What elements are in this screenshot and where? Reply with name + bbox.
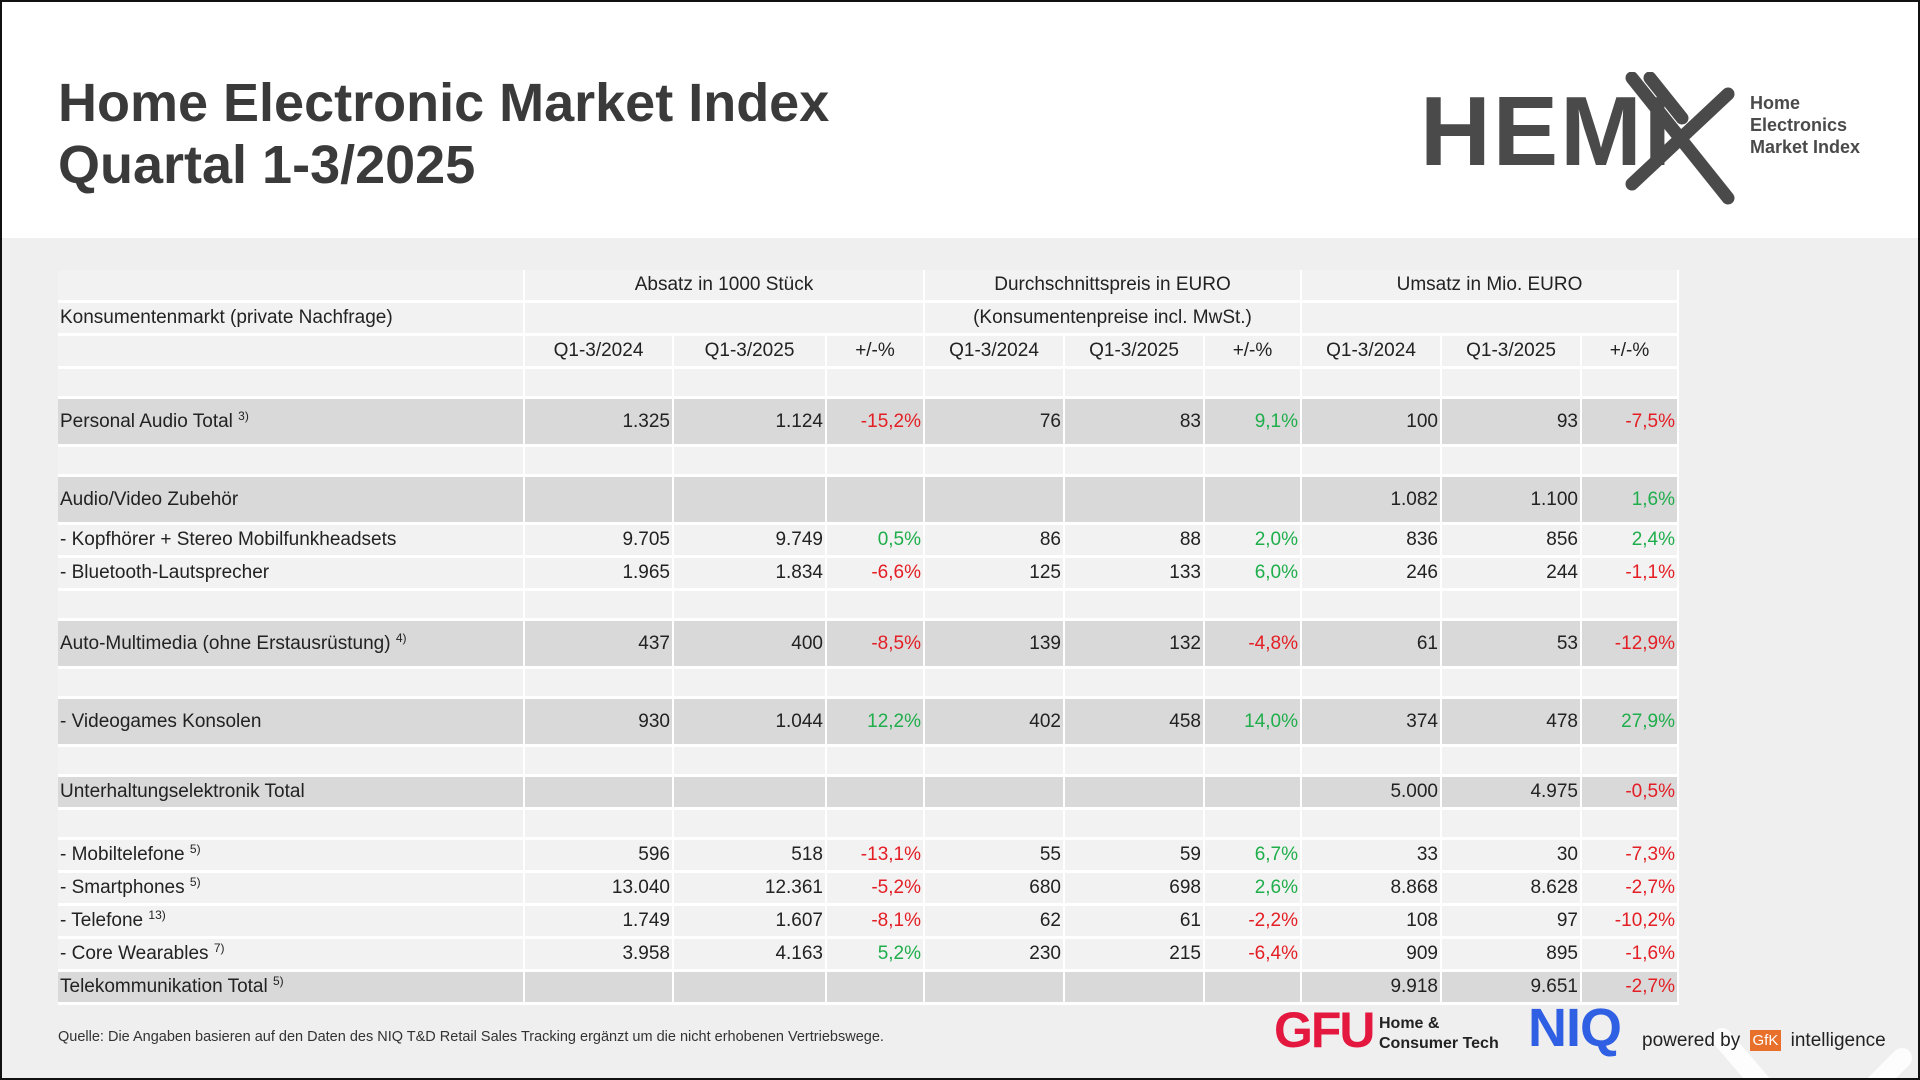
blank-cell [673,590,826,620]
column-header: Q1-3/2025 [673,335,826,368]
value-cell: 13.040 [524,872,673,905]
blank-cell [1064,809,1204,839]
source-note: Quelle: Die Angaben basieren auf den Daten des NIQ T&D Retail Sales Tracking ergänzt um die nicht erhobenen Vertriebswege. [58,1029,884,1045]
value-cell: 108 [1301,905,1441,938]
blank-cell [1204,590,1301,620]
value-cell: 139 [924,620,1064,668]
change-cell: 14,0% [1204,698,1301,746]
value-cell: 1.607 [673,905,826,938]
value-cell: 133 [1064,557,1204,590]
value-cell: 930 [524,698,673,746]
value-cell: 4.163 [673,938,826,971]
value-cell: 215 [1064,938,1204,971]
row-label [58,524,524,557]
blank-cell [1441,668,1581,698]
value-cell: 895 [1441,938,1581,971]
change-cell: 2,4% [1581,524,1678,557]
value-cell: 5.000 [1301,776,1441,809]
row-header-market: Konsumentenmarkt (private Nachfrage) [58,302,524,335]
value-cell [524,971,673,1004]
value-cell: 400 [673,620,826,668]
logo-sub-3: Market Index [1750,137,1861,157]
value-cell: 55 [924,839,1064,872]
table-row [58,905,1678,938]
change-cell: -0,5% [1581,776,1678,809]
row-label [58,698,524,746]
table-row [58,524,1678,557]
value-cell: 246 [1301,557,1441,590]
value-cell: 374 [1301,698,1441,746]
value-cell: 1.100 [1441,476,1581,524]
title-line-1: Home Electronic Market Index [58,73,830,133]
blank-cell [826,368,924,398]
change-cell: -10,2% [1581,905,1678,938]
group-header-preis: Durchschnittspreis in EURO [924,270,1301,302]
blank-cell [1441,590,1581,620]
row-label [58,938,524,971]
value-cell: 61 [1301,620,1441,668]
blank-cell [1064,668,1204,698]
value-cell: 100 [1301,398,1441,446]
footnote-ref: 5) [189,842,201,856]
value-cell: 1.082 [1301,476,1441,524]
blank-cell [1581,446,1678,476]
value-cell [673,971,826,1004]
value-cell [924,971,1064,1004]
blank-cell [524,809,673,839]
row-label-text: - Core Wearables [60,943,209,964]
powered-by-text: powered by [1642,1030,1741,1051]
blank-cell [826,590,924,620]
price-note: (Konsumentenpreise incl. MwSt.) [924,302,1301,335]
blank-cell [826,809,924,839]
blank-cell [58,446,524,476]
table-row [58,971,1678,1004]
row-label-text: - Telefone [60,910,144,931]
header-row-groups [58,270,1678,302]
change-cell: -12,9% [1581,620,1678,668]
logo-sub-2: Electronics [1750,115,1848,135]
hemi-x-logo-icon [1610,72,1750,207]
table-row [58,698,1678,746]
value-cell: 1.124 [673,398,826,446]
powered-by [1642,1030,1886,1052]
change-cell: -7,3% [1581,839,1678,872]
change-cell: -2,7% [1581,872,1678,905]
blank-cell [1064,746,1204,776]
blank-cell [924,590,1064,620]
value-cell [524,476,673,524]
change-cell: 6,7% [1204,839,1301,872]
table-row [58,557,1678,590]
blank-cell [524,668,673,698]
gfu-line-2: Consumer Tech [1379,1035,1499,1052]
gfu-logo [1274,1002,1499,1058]
value-cell: 9.918 [1301,971,1441,1004]
change-cell [1204,776,1301,809]
value-cell [673,776,826,809]
row-label [58,905,524,938]
blank-cell [524,446,673,476]
column-header: Q1-3/2024 [524,335,673,368]
value-cell: 478 [1441,698,1581,746]
footnote-ref: 5) [272,974,284,988]
market-table [58,270,1679,1005]
blank-cell [673,668,826,698]
row-label [58,398,524,446]
spacer-row [58,809,1678,839]
value-cell: 62 [924,905,1064,938]
value-cell: 59 [1064,839,1204,872]
column-header: Q1-3/2025 [1441,335,1581,368]
table-row [58,398,1678,446]
group-header-absatz: Absatz in 1000 Stück [524,270,924,302]
change-cell: -13,1% [826,839,924,872]
value-cell: 9.705 [524,524,673,557]
row-label-text: - Mobiltelefone [60,844,185,865]
value-cell: 132 [1064,620,1204,668]
blank-cell [524,302,924,335]
value-cell: 8.868 [1301,872,1441,905]
value-cell [924,476,1064,524]
change-cell: -6,4% [1204,938,1301,971]
intelligence-text: intelligence [1790,1030,1886,1051]
blank-cell [1064,446,1204,476]
value-cell [1064,971,1204,1004]
table-row [58,476,1678,524]
blank-cell [1581,809,1678,839]
value-cell: 1.044 [673,698,826,746]
value-cell: 458 [1064,698,1204,746]
value-cell: 61 [1064,905,1204,938]
blank-cell [1301,368,1441,398]
blank-cell [1301,302,1678,335]
value-cell: 9.651 [1441,971,1581,1004]
value-cell: 244 [1441,557,1581,590]
value-cell: 1.325 [524,398,673,446]
value-cell: 76 [924,398,1064,446]
value-cell: 3.958 [524,938,673,971]
blank-cell [58,590,524,620]
change-cell: 12,2% [826,698,924,746]
blank-cell [58,668,524,698]
value-cell [924,776,1064,809]
blank-cell [673,809,826,839]
blank-cell [1301,446,1441,476]
change-cell: 1,6% [1581,476,1678,524]
blank-cell [1581,368,1678,398]
blank-cell [1301,809,1441,839]
change-cell: -15,2% [826,398,924,446]
blank-cell [673,746,826,776]
value-cell [673,476,826,524]
value-cell: 596 [524,839,673,872]
change-cell: -6,6% [826,557,924,590]
row-label-text: Unterhaltungselektronik Total [60,781,305,802]
row-label [58,557,524,590]
change-cell [826,476,924,524]
blank-cell [924,368,1064,398]
column-header: Q1-3/2024 [924,335,1064,368]
row-label [58,476,524,524]
blank-cell [1581,668,1678,698]
row-label [58,839,524,872]
value-cell: 680 [924,872,1064,905]
gfu-line-1: Home & [1379,1015,1440,1032]
value-cell: 1.749 [524,905,673,938]
blank-cell [1204,809,1301,839]
blank-cell [924,668,1064,698]
footnote-ref: 5) [189,875,201,889]
change-cell: 9,1% [1204,398,1301,446]
value-cell: 1.834 [673,557,826,590]
value-cell: 518 [673,839,826,872]
row-label-text: Audio/Video Zubehör [60,488,239,510]
change-cell [1204,476,1301,524]
blank-cell [1441,446,1581,476]
row-label-text: - Smartphones [60,877,185,898]
blank-cell [58,270,524,302]
value-cell: 698 [1064,872,1204,905]
change-cell: -1,1% [1581,557,1678,590]
row-label-text: - Bluetooth-Lautsprecher [60,562,270,583]
blank-cell [1064,368,1204,398]
value-cell: 30 [1441,839,1581,872]
blank-cell [673,446,826,476]
blank-cell [1441,368,1581,398]
table-row [58,839,1678,872]
title-line-2: Quartal 1-3/2025 [58,135,476,195]
change-cell: -8,5% [826,620,924,668]
header-row-market [58,302,1678,335]
change-cell: 2,6% [1204,872,1301,905]
blank-cell [1301,668,1441,698]
value-cell [1064,776,1204,809]
value-cell [524,776,673,809]
change-cell: -7,5% [1581,398,1678,446]
value-cell: 53 [1441,620,1581,668]
value-cell: 86 [924,524,1064,557]
blank-cell [524,590,673,620]
value-cell: 97 [1441,905,1581,938]
change-cell [826,776,924,809]
page-title [58,72,829,196]
blank-cell [1204,746,1301,776]
blank-cell [826,668,924,698]
spacer-row [58,368,1678,398]
row-label-text: - Videogames Konsolen [60,710,262,732]
blank-cell [1204,368,1301,398]
blank-cell [58,368,524,398]
column-header: +/-% [1581,335,1678,368]
blank-cell [1581,746,1678,776]
value-cell: 230 [924,938,1064,971]
group-header-umsatz: Umsatz in Mio. EURO [1301,270,1678,302]
blank-cell [924,746,1064,776]
blank-cell [924,809,1064,839]
change-cell: -4,8% [1204,620,1301,668]
value-cell: 856 [1441,524,1581,557]
gfu-mark: GFU [1274,1002,1374,1058]
change-cell [1204,971,1301,1004]
logo-subtitle [1750,92,1860,158]
niq-logo: NIQ [1528,998,1622,1058]
blank-cell [58,335,524,368]
blank-cell [673,368,826,398]
change-cell: 2,0% [1204,524,1301,557]
value-cell: 93 [1441,398,1581,446]
gfk-logo: GfK [1750,1030,1782,1051]
blank-cell [924,446,1064,476]
blank-cell [1301,590,1441,620]
blank-cell [524,368,673,398]
change-cell [826,971,924,1004]
blank-cell [58,809,524,839]
footnote-ref: 3) [238,408,249,423]
value-cell: 909 [1301,938,1441,971]
blank-cell [826,746,924,776]
value-cell: 125 [924,557,1064,590]
row-label-text: Auto-Multimedia (ohne Erstausrüstung) [60,632,391,654]
footnote-ref: 4) [395,630,407,645]
change-cell: 5,2% [826,938,924,971]
change-cell: 6,0% [1204,557,1301,590]
row-label-text: - Kopfhörer + Stereo Mobilfunkheadsets [60,529,397,550]
logo-wordmark: HEMI [1420,76,1673,186]
blank-cell [58,746,524,776]
value-cell: 33 [1301,839,1441,872]
spacer-row [58,446,1678,476]
logo-sub-1: Home [1750,93,1801,113]
change-cell: -2,7% [1581,971,1678,1004]
spacer-row [58,590,1678,620]
change-cell: -8,1% [826,905,924,938]
column-header: +/-% [826,335,924,368]
change-cell: -5,2% [826,872,924,905]
footnote-ref: 7) [213,941,225,955]
blank-cell [1204,446,1301,476]
value-cell: 12.361 [673,872,826,905]
row-label [58,872,524,905]
blank-cell [1581,590,1678,620]
column-header: Q1-3/2024 [1301,335,1441,368]
header-row-periods [58,335,1678,368]
blank-cell [1204,668,1301,698]
blank-cell [1064,590,1204,620]
header [2,2,1918,238]
blank-cell [1301,746,1441,776]
spacer-row [58,668,1678,698]
value-cell [1064,476,1204,524]
value-cell: 4.975 [1441,776,1581,809]
value-cell: 836 [1301,524,1441,557]
value-cell: 88 [1064,524,1204,557]
table-row [58,938,1678,971]
value-cell: 402 [924,698,1064,746]
row-label [58,971,524,1004]
value-cell: 8.628 [1441,872,1581,905]
row-label [58,776,524,809]
column-header: Q1-3/2025 [1064,335,1204,368]
value-cell: 437 [524,620,673,668]
table-row [58,620,1678,668]
spacer-row [58,746,1678,776]
blank-cell [524,746,673,776]
table-row [58,776,1678,809]
blank-cell [1441,746,1581,776]
footnote-ref: 13) [148,908,166,922]
change-cell: 0,5% [826,524,924,557]
hemix-logo [1420,72,1880,212]
value-cell: 9.749 [673,524,826,557]
row-label-text: Telekommunikation Total [60,976,268,997]
value-cell: 1.965 [524,557,673,590]
table-row [58,872,1678,905]
row-label-text: Personal Audio Total [60,410,233,432]
blank-cell [826,446,924,476]
blank-cell [1441,809,1581,839]
column-header: +/-% [1204,335,1301,368]
row-label [58,620,524,668]
change-cell: 27,9% [1581,698,1678,746]
change-cell: -1,6% [1581,938,1678,971]
change-cell: -2,2% [1204,905,1301,938]
gfu-text [1379,1014,1499,1054]
value-cell: 83 [1064,398,1204,446]
